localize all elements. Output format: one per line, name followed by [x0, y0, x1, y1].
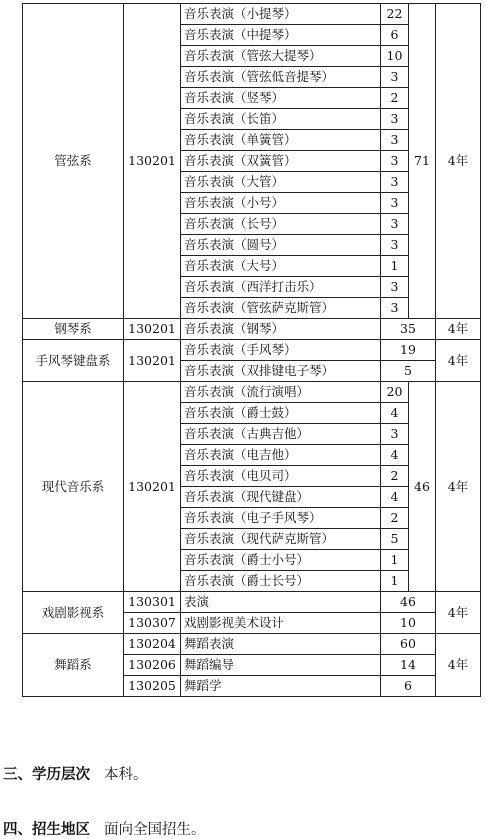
major-name-cell: 音乐表演（钢琴） — [181, 319, 381, 340]
major-name-cell: 音乐表演（长笛） — [181, 109, 381, 130]
quota-cell: 2 — [381, 466, 409, 487]
major-name-cell: 音乐表演（长号） — [181, 214, 381, 235]
quota-cell: 5 — [381, 529, 409, 550]
quota-cell: 3 — [381, 67, 409, 88]
major-code-cell: 130206 — [124, 655, 181, 676]
quota-cell: 5 — [381, 361, 436, 382]
department-cell: 钢琴系 — [23, 319, 124, 340]
table-row — [23, 382, 481, 403]
major-name-cell: 音乐表演（流行演唱） — [181, 382, 381, 403]
table-row — [23, 319, 481, 340]
quota-cell: 6 — [381, 25, 409, 46]
quota-cell: 6 — [381, 676, 436, 697]
department-cell: 现代音乐系 — [23, 382, 124, 592]
major-name-cell: 音乐表演（双簧管） — [181, 151, 381, 172]
major-name-cell: 音乐表演（管弦萨克斯管） — [181, 298, 381, 319]
quota-cell: 4 — [381, 445, 409, 466]
quota-cell: 22 — [381, 4, 409, 25]
quota-cell: 2 — [381, 88, 409, 109]
major-name-cell: 音乐表演（爵士鼓） — [181, 403, 381, 424]
quota-cell: 10 — [381, 613, 436, 634]
major-name-cell: 音乐表演（大号） — [181, 256, 381, 277]
quota-cell: 3 — [381, 130, 409, 151]
major-name-cell: 音乐表演（小号） — [181, 193, 381, 214]
quota-cell: 3 — [381, 151, 409, 172]
major-name-cell: 音乐表演（管弦低音提琴） — [181, 67, 381, 88]
table-row — [23, 592, 481, 613]
quota-total-cell: 46 — [409, 382, 436, 592]
major-name-cell: 音乐表演（小提琴） — [181, 4, 381, 25]
enrollment-region-value: 面向全国招生。 — [104, 822, 206, 838]
major-name-cell: 音乐表演（手风琴） — [181, 340, 381, 361]
quota-cell: 19 — [381, 340, 436, 361]
major-name-cell: 音乐表演（爵士小号） — [181, 550, 381, 571]
major-name-cell: 音乐表演（爵士长号） — [181, 571, 381, 592]
department-cell: 戏剧影视系 — [23, 592, 124, 634]
enrollment-region-line — [3, 818, 206, 839]
education-level-label: 三、学历层次 — [3, 767, 90, 783]
duration-cell: 4年 — [436, 634, 481, 697]
major-name-cell: 音乐表演（管弦大提琴） — [181, 46, 381, 67]
quota-cell: 46 — [381, 592, 436, 613]
quota-total-cell: 71 — [409, 4, 436, 319]
major-name-cell: 音乐表演（圆号） — [181, 235, 381, 256]
major-code-cell: 130204 — [124, 634, 181, 655]
major-name-cell: 音乐表演（中提琴） — [181, 25, 381, 46]
major-name-cell: 舞蹈表演 — [181, 634, 381, 655]
quota-cell: 3 — [381, 214, 409, 235]
major-name-cell: 音乐表演（单簧管） — [181, 130, 381, 151]
quota-cell: 20 — [381, 382, 409, 403]
quota-cell: 3 — [381, 235, 409, 256]
quota-cell: 3 — [381, 298, 409, 319]
quota-cell: 4 — [381, 403, 409, 424]
quota-cell: 3 — [381, 193, 409, 214]
education-level-line — [3, 763, 148, 784]
table-row — [23, 4, 481, 25]
major-name-cell: 音乐表演（竖琴） — [181, 88, 381, 109]
quota-cell: 3 — [381, 172, 409, 193]
major-code-cell: 130201 — [124, 4, 181, 319]
department-cell: 管弦系 — [23, 4, 124, 319]
major-name-cell: 音乐表演（现代键盘） — [181, 487, 381, 508]
quota-cell: 3 — [381, 109, 409, 130]
quota-cell: 4 — [381, 487, 409, 508]
department-cell: 手风琴键盘系 — [23, 340, 124, 382]
major-code-cell: 130307 — [124, 613, 181, 634]
table-row — [23, 634, 481, 655]
table-row — [23, 340, 481, 361]
duration-cell: 4年 — [436, 382, 481, 592]
major-name-cell: 戏剧影视美术设计 — [181, 613, 381, 634]
duration-cell: 4年 — [436, 4, 481, 319]
major-name-cell: 音乐表演（电贝司） — [181, 466, 381, 487]
major-code-cell: 130205 — [124, 676, 181, 697]
major-name-cell: 舞蹈编导 — [181, 655, 381, 676]
education-level-value: 本科。 — [104, 767, 148, 783]
major-code-cell: 130301 — [124, 592, 181, 613]
major-code-cell: 130201 — [124, 340, 181, 382]
quota-cell: 60 — [381, 634, 436, 655]
quota-cell: 1 — [381, 571, 409, 592]
enrollment-region-label: 四、招生地区 — [3, 822, 90, 838]
quota-cell: 1 — [381, 550, 409, 571]
major-name-cell: 音乐表演（双排键电子琴） — [181, 361, 381, 382]
duration-cell: 4年 — [436, 340, 481, 382]
quota-cell: 3 — [381, 277, 409, 298]
quota-cell: 35 — [381, 319, 436, 340]
major-name-cell: 音乐表演（古典吉他） — [181, 424, 381, 445]
major-name-cell: 音乐表演（现代萨克斯管） — [181, 529, 381, 550]
quota-cell: 2 — [381, 508, 409, 529]
duration-cell: 4年 — [436, 319, 481, 340]
quota-cell: 3 — [381, 424, 409, 445]
quota-cell: 14 — [381, 655, 436, 676]
major-code-cell: 130201 — [124, 319, 181, 340]
major-name-cell: 音乐表演（电吉他） — [181, 445, 381, 466]
enrollment-table — [22, 3, 481, 697]
major-name-cell: 舞蹈学 — [181, 676, 381, 697]
department-cell: 舞蹈系 — [23, 634, 124, 697]
duration-cell: 4年 — [436, 592, 481, 634]
major-name-cell: 音乐表演（电子手风琴） — [181, 508, 381, 529]
major-name-cell: 音乐表演（西洋打击乐） — [181, 277, 381, 298]
quota-cell: 1 — [381, 256, 409, 277]
major-name-cell: 音乐表演（大管） — [181, 172, 381, 193]
major-code-cell: 130201 — [124, 382, 181, 592]
quota-cell: 10 — [381, 46, 409, 67]
major-name-cell: 表演 — [181, 592, 381, 613]
